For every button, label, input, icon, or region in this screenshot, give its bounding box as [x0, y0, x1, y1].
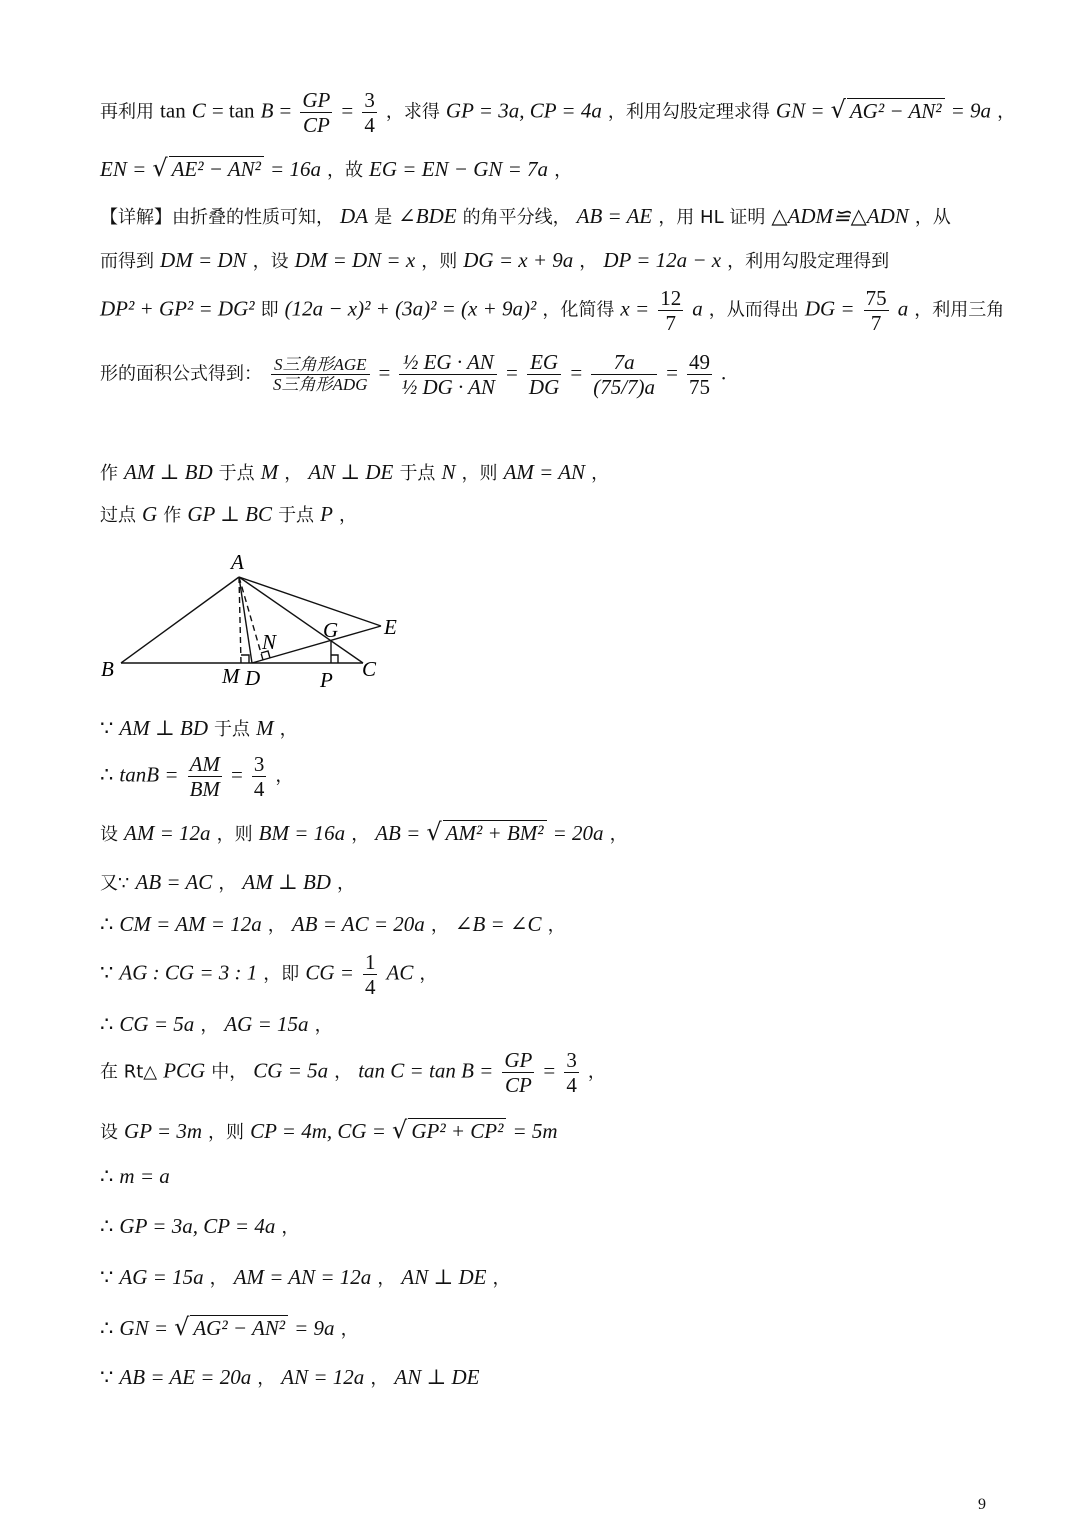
math: = [341, 98, 354, 123]
math: = [666, 360, 678, 385]
radicand: AE² − AN² [169, 156, 264, 180]
math: ∵ [100, 1265, 114, 1289]
denominator: 75 [688, 375, 710, 400]
denominator: 4 [253, 777, 265, 802]
math: EN = [100, 157, 147, 181]
math: M [256, 716, 274, 740]
text: 设 [100, 824, 118, 845]
fraction [252, 752, 267, 801]
text: ， [587, 1061, 606, 1083]
text: ， [340, 1319, 359, 1340]
text: ，利用勾股定理得到 [727, 251, 890, 272]
line-9 [100, 718, 298, 739]
math: M [260, 460, 279, 484]
text: ，化简得 [542, 299, 615, 321]
math: N [441, 460, 456, 484]
text: 再利用 [100, 101, 154, 123]
numerator: 12 [660, 286, 682, 310]
math: AB = AE [576, 204, 653, 228]
math: ∴ [100, 762, 114, 787]
label-B: B [101, 657, 114, 681]
text: 于点 [218, 463, 255, 484]
math: a [692, 296, 703, 321]
text: ，设 [252, 251, 289, 272]
text: ，从而得出 [708, 299, 799, 321]
text: ， [257, 1368, 276, 1389]
text: ， [218, 873, 237, 894]
radicand: AG² − AN² [847, 98, 945, 122]
math: AG = 15a [224, 1012, 309, 1036]
numerator: EG [527, 350, 561, 375]
math: tan [160, 98, 186, 123]
text: ， [351, 824, 370, 845]
math: AM = AN = 12a [233, 1265, 372, 1289]
page-number: 9 [978, 1496, 986, 1513]
text: ， [492, 1268, 511, 1289]
text: 过点 [100, 505, 136, 526]
text: 于点 [399, 463, 436, 484]
text: ， [209, 1268, 228, 1289]
label-A: A [231, 550, 244, 574]
line-5 [100, 286, 1004, 335]
math: AN = 12a [281, 1365, 365, 1389]
math: DG = x + 9a [463, 248, 574, 272]
denominator: 7 [665, 311, 676, 336]
text: 作 [163, 505, 182, 526]
math: DP² + GP² = DG² [100, 296, 255, 321]
text: 而得到 [100, 251, 154, 272]
math: = tan [211, 98, 255, 123]
label-D: D [245, 666, 261, 690]
math: AB = AE = 20a [119, 1365, 252, 1389]
math: = [543, 1058, 556, 1083]
math: tanB = [119, 762, 179, 787]
fraction [591, 350, 657, 399]
numerator: 1 [364, 950, 376, 974]
math: tan C = tan B = [358, 1058, 494, 1083]
line-3 [100, 206, 951, 227]
math: DG = [804, 296, 855, 321]
line-19 [100, 1216, 299, 1237]
text: 设 [100, 1122, 118, 1143]
math: B [260, 98, 274, 123]
text: 即 [260, 299, 279, 321]
numerator: AM [189, 752, 220, 776]
math: . [721, 360, 727, 385]
math: = [570, 360, 583, 385]
radical-sign: √ [426, 818, 442, 846]
math: AB = AC = 20a [291, 912, 425, 936]
fraction [687, 350, 712, 399]
text: ， [284, 463, 303, 484]
text: ，故 [327, 160, 363, 181]
text: ， [314, 1015, 333, 1036]
numerator: ½ EG · AN [399, 350, 497, 375]
fraction [864, 286, 889, 335]
radical-sign: √ [830, 95, 846, 124]
fraction [658, 286, 683, 335]
text: 于点 [214, 719, 251, 740]
numerator: S三角形AGE [271, 355, 369, 376]
math: AB = [375, 821, 421, 845]
text: ，求得 [385, 101, 440, 123]
text: ， [334, 1061, 353, 1083]
math: EG = EN − GN = 7a [369, 157, 549, 181]
denominator: BM [189, 777, 220, 802]
math: ∵ [100, 1365, 114, 1389]
math: GP = 3a, CP = 4a [445, 98, 602, 123]
math: AM = 12a [124, 821, 211, 845]
segment-AN [239, 577, 263, 660]
right-angle-P [331, 655, 338, 663]
math: ∴ [100, 1012, 114, 1036]
text: ，从 [914, 207, 951, 228]
math: CG = 5a [119, 1012, 195, 1036]
math: ∴ [100, 1316, 114, 1340]
text: ， [591, 463, 610, 484]
radical-sign: √ [152, 154, 168, 182]
text: 作 [100, 463, 118, 484]
line-10 [100, 752, 293, 801]
denominator: S三角形ADG [273, 375, 368, 395]
math: GN = [119, 1316, 169, 1340]
math: CP = 4m, CG = [250, 1119, 386, 1143]
label-E: E [384, 615, 397, 639]
math: ∵ [100, 960, 114, 985]
text: ， [267, 915, 286, 936]
fraction [362, 88, 377, 137]
math: = [506, 360, 518, 385]
text: 是 [374, 207, 393, 228]
label-M: M [222, 664, 240, 688]
text: 中， [211, 1061, 248, 1083]
math: PCG [163, 1058, 206, 1083]
line-2 [100, 156, 572, 180]
segment-AE [239, 577, 381, 626]
right-angle-M [241, 655, 249, 663]
text: ， [430, 915, 449, 936]
line-18 [100, 1166, 170, 1187]
segment-AC [239, 577, 363, 663]
math: ∴ [100, 1164, 114, 1188]
numerator: 3 [253, 752, 265, 776]
text: ， [579, 251, 598, 272]
math: AN ⊥ DE [394, 1365, 480, 1389]
math: DA [340, 204, 369, 228]
math: = 20a [552, 821, 604, 845]
math: CG = [305, 960, 354, 985]
math: AG : CG = 3 : 1 [119, 960, 258, 985]
text: ， [338, 505, 357, 526]
denominator: 4 [364, 975, 376, 1000]
fraction [527, 350, 561, 399]
text: 形的面积公式得到： [100, 363, 262, 385]
math: CG = 5a [253, 1058, 329, 1083]
text: 于点 [278, 505, 315, 526]
math: = 9a [294, 1316, 335, 1340]
math: AM ⊥ BD [124, 460, 213, 484]
text: ， [281, 1217, 300, 1238]
math: = [279, 98, 292, 123]
radical-sign: √ [174, 1313, 190, 1341]
math: GP = 3a, CP = 4a [119, 1214, 276, 1238]
math: AN ⊥ DE [401, 1265, 487, 1289]
numerator: 3 [364, 88, 375, 112]
fraction [188, 752, 222, 801]
numerator: 3 [566, 1048, 577, 1072]
math: AM = AN [503, 460, 586, 484]
text: ， [609, 824, 628, 845]
fraction [564, 1048, 579, 1097]
line-4 [100, 250, 889, 271]
text: ，即 [263, 963, 300, 985]
math: = [230, 762, 243, 787]
text: ， [547, 915, 566, 936]
line-16 [100, 1048, 606, 1097]
line-21 [100, 1315, 359, 1339]
text: ，利用三角 [914, 299, 1005, 321]
line-11 [100, 820, 628, 844]
denominator: 4 [364, 113, 375, 138]
math: AG = 15a [119, 1265, 204, 1289]
math: P [320, 502, 333, 526]
text: ，利用勾股定理求得 [607, 101, 770, 123]
math: ∴ [100, 912, 114, 936]
text: ， [337, 873, 355, 894]
line-6 [100, 350, 726, 399]
text: 的角平分线， [462, 207, 571, 228]
label-C: C [362, 657, 377, 681]
math: AM ⊥ BD [119, 716, 208, 740]
text: 【详解】由折叠的性质可知， [100, 207, 334, 228]
line-20 [100, 1267, 511, 1288]
text: ， [997, 101, 1016, 123]
line-13 [100, 914, 566, 935]
text: ，则 [461, 463, 498, 484]
math: = 16a [270, 157, 321, 181]
fraction [363, 950, 378, 999]
line-14 [100, 950, 437, 999]
geometry-figure [95, 548, 425, 698]
line-1 [100, 88, 1015, 137]
line-12 [100, 872, 355, 893]
radicand: AM² + BM² [443, 820, 547, 844]
radical-sign: √ [392, 1116, 408, 1144]
math: (12a − x)² + (3a)² = (x + 9a)² [284, 296, 537, 321]
text: ， [419, 963, 438, 985]
line-15 [100, 1014, 333, 1035]
label-N: N [262, 630, 277, 654]
fraction [271, 355, 369, 395]
numerator: 75 [865, 286, 887, 310]
math: = 5m [512, 1119, 558, 1143]
line-22 [100, 1367, 479, 1388]
fraction [300, 88, 332, 137]
segment-AB [121, 577, 239, 663]
math: = 9a [950, 98, 992, 123]
math: GN = [775, 98, 825, 123]
denominator: CP [302, 113, 330, 138]
math: DM = DN = x [294, 248, 416, 272]
text: ，用 HL 证明 [658, 207, 766, 228]
text: ， [200, 1015, 219, 1036]
fraction [502, 1048, 534, 1097]
math: AC [386, 960, 414, 985]
line-8 [100, 504, 357, 525]
math: DP = 12a − x [603, 248, 722, 272]
math: AM ⊥ BD [242, 870, 331, 894]
text: ， [275, 765, 294, 787]
numerator: 7a [591, 350, 657, 375]
numerator: GP [504, 1048, 533, 1072]
text: 在 Rt△ [100, 1061, 158, 1083]
denominator: DG [528, 375, 560, 400]
math: = [378, 360, 391, 385]
math: DM = DN [160, 248, 247, 272]
math: GP = 3m [124, 1119, 202, 1143]
math: x = [620, 296, 650, 321]
text: ，则 [208, 1122, 245, 1143]
denominator: (75/7)a [593, 375, 656, 400]
math: m = a [119, 1164, 170, 1188]
line-7 [100, 462, 609, 483]
text: ， [370, 1368, 389, 1389]
math: CM = AM = 12a [119, 912, 262, 936]
math: BM = 16a [258, 821, 346, 845]
denominator: 7 [870, 311, 882, 336]
text: ， [554, 160, 573, 181]
label-G: G [323, 618, 339, 642]
text: ， [279, 719, 298, 740]
text: 又∵ [100, 873, 130, 894]
math: ∠BDE [398, 204, 457, 228]
text: ， [377, 1268, 396, 1289]
math: C [191, 98, 206, 123]
math: AB = AC [135, 870, 213, 894]
math: △ADM≌△ADN [771, 204, 909, 228]
text: ，则 [216, 824, 253, 845]
math: ∴ [100, 1214, 114, 1238]
math: a [897, 296, 909, 321]
fraction [399, 350, 497, 399]
math: GP ⊥ BC [187, 502, 273, 526]
text: ，则 [421, 251, 458, 272]
denominator: 4 [566, 1073, 577, 1098]
math: AN ⊥ DE [308, 460, 394, 484]
denominator: CP [504, 1073, 532, 1098]
numerator: 49 [688, 350, 710, 374]
math: ∵ [100, 716, 114, 740]
math: ∠B = ∠C [454, 912, 542, 936]
radicand: GP² + CP² [408, 1118, 506, 1142]
numerator: GP [302, 88, 331, 112]
denominator: ½ DG · AN [401, 375, 495, 400]
radicand: AG² − AN² [190, 1315, 288, 1339]
math: G [142, 502, 158, 526]
label-P: P [320, 668, 333, 692]
line-17 [100, 1118, 558, 1142]
